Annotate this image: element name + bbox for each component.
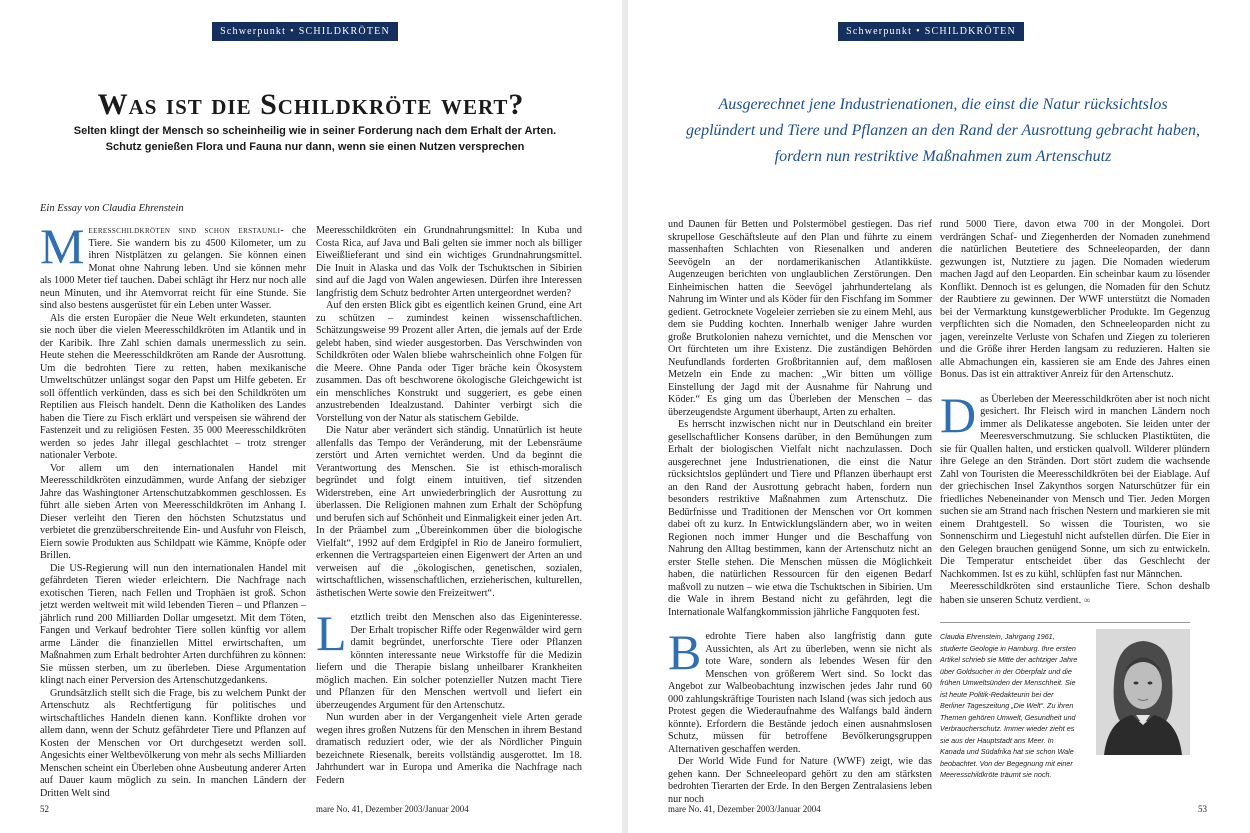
paragraph: Vor allem um den internationalen Handel mit Meeresschildkröten einzudämmen, wurde Anfang der siebziger Jahre das Washingtoner Artenschutzabkommen geschlossen. Es führt alle sieben Arten von Meeresschildkröten im Anhang I. Dieser verleiht den Tieren den höchsten Schutzstatus und verbietet die grenzüberschreitende Ein- und Ausfuhr von Fleisch, Eiern sowie Produkten aus Schildpatt wie Kämme, Knöpfe oder Brillen. [40,462,306,561]
issue-info-left: mare No. 41, Dezember 2003/Januar 2004 [316,804,469,814]
paragraph: Es herrscht inzwischen nicht nur in Deutschland ein breiter gesellschaftlicher Konsens darüber, in den Bemühungen zum Erhalt der biologischen Vielfalt nicht nachzulassen. Doch ausgerechnet jene Industrienationen, die einst die Natur rücksichtslos geplündert und Tiere und Pflanzen überhaupt erst an den Rand der Ausrottung gebracht haben, fordern nun besonders restriktive Maßnahmen zum Artenschutz. Die Bedürfnisse und Traditionen der Menschen vor Ort kommen dabei oft zu kurz. In Entwicklungsländern aber, wo in weiten Regionen noch immer Hunger und die Beschaffung von Nahrung den Alltag bestimmen, kann der Artenschutz nicht an erster Stelle stehen. Die Menschen müssen die Möglichkeit haben, die natürlichen Ressourcen für den eigenen Bedarf maßvoll zu nutzen – wie etwa die Tschuktschen in Sibirien. Um die Wale in ihrem Bestand nicht zu gefährden, legt die Internationale Walfangkommission jährliche Fangquoten fest. [668,419,932,618]
paragraph [940,581,1210,607]
pull-quote-line-3: fordern nun restriktive Maßnahmen zum Artenschutz [774,148,1112,165]
paragraph [40,218,307,313]
paragraph: und Daunen für Betten und Polstermöbel gestiegen. Das rief skrupellose Geschäftsleute auf den Plan und führte zu einem massenhaften Schlachten von Riesenalken und anderen Seevögeln an der nordamerikanischen Atlantikküste. Augenzeugen berichten von unglaublichen Zerstörungen. Den Einheimischen hatten die Seevögel jahrhundertelang als Nahrung im Winter und als Köder für den Fischfang im Sommer gedient. Getrocknete Vogeleier zerrieben sie zu einem Mehl, aus dem sie Pudding kochten. Innerhalb weniger Jahre wurden große Brutkolonien nahezu vernichtet, und die Menschen vor Ort fürchteten um ihre Existenz. Die zuständigen Behörden Neufundlands forderten Großbritannien auf, dem maßlosen Metzeln ein Ende zu machen: „Wir bitten um völlige Einstellung der Jagd mit der Ausnahme für Nahrung und Köder.“ Es ging um das Überleben der Menschen – das überzeugendste Argument überhaupt, Arten zu erhalten. [668,219,932,418]
section-tag-prefix: Schwerpunkt [220,26,287,37]
dropcap: B [668,624,702,680]
paragraph-text: as Überleben der Meeresschildkröten aber ist noch nicht gesichert. Ihr Fleisch wird in manchen Ländern noch immer als Delikatesse angeboten. Sie leiden unter der Meeresverschmutzung. Sie schlucken Plastiktüten, die sie für Quallen halten, und ersticken qualvoll. Wilderer plündern ihre Gelege an den Stränden. Dort stört zudem die wachsende Zahl von Touristen die Meeresschildkröten bei der Eiablage. Auf der griechischen Insel Zakynthos sorgen Naturschützer für ein friedliches Nebeneinander von Mensch und Tier. Jeden Morgen suchen sie am Strand nach frischen Nestern und markieren sie mit einem Drahtgestell. So wissen die Touristen, wo sie Sonnenschirm und Liegestuhl nicht aufstellen dürfen. Die Eier in den Gelegen brauchen genügend Sonne, um sich zu entwickeln. Die Temperatur entscheidet über das Geschlecht der Nachkommen. Ist es zu kühl, schlüpfen fast nur Männchen. [940,393,1210,580]
paragraph [668,624,932,756]
paragraph: Die US-Regierung will nun den internationalen Handel mit gefährdeten Tieren wieder erleichtern. Die Nachfrage nach exotischen Tieren, nach Fellen und Trophäen ist groß. Schon jetzt werden weltweit mit wild lebenden Tieren – und Pflanzen – jährlich rund 200 Milliarden Dollar umgesetzt. Mit dem Töten, Fangen und Verkauf bedrohter Tiere sollen künftig vor allem arme Länder die finanziellen Mittel erwirtschaften, um Maßnahmen zum Erhalt bedrohter Arten durchführen zu können: Sie müssen sterben, um zu überleben. Diese Argumentation klingt nach einer Perversion des Artenschutzgedankens. [40,562,306,686]
lead-in-caps: eeresschildkröten sind schon erstaunli- [88,225,285,236]
paragraph-text: Meeresschildkröten sind erstaunliche Tiere. Schon deshalb haben sie unseren Schutz verdient. [940,581,1210,606]
section-tag-topic: SCHILDKRÖTEN [924,26,1016,37]
paragraph: rund 5000 Tiere, davon etwa 700 in der Mongolei. Dort verdrängen Schaf- und Ziegenherden der Nomaden zunehmend die natürlichen Beutetiere des Schneeleoparden, der dann gezwungen ist, Nutztiere zu jagen. Die Nomaden wiederum machen Jagd auf den Leoparden. Ein scheinbar kaum zu lösender Konflikt. Dennoch ist es gelungen, die Nomaden für den Schutz der Raubtiere zu gewinnen. Der WWF unterstützt die Nomaden bei der Vermarktung kunstgewerblicher Produkte. Im Gegenzug verpflichten sich die Nomaden, den Schneeleoparden nicht zu jagen, vereinzelte Verluste von Schafen und Ziegen zu tolerieren und die Größe ihrer Herden langsam zu reduzieren. Halten sie alle Abmachungen ein, kassieren sie am Ende des Jahres einen Bonus. Das ist ein attraktiver Anreiz für den Artenschutz. [940,219,1210,380]
paragraph [316,605,582,712]
author-bio: Claudia Ehrenstein, Jahrgang 1961, studierte Geologie in Hamburg. Ihre ersten Artikel schrieb sie Mitte der achtziger Jahre über Goldsucher in der Oberpfalz und die frühen Umweltsünden der Menschheit. Sie ist heute Politik-Redakteurin bei der Berliner Tageszeitung „Die Welt“. Zu ihren Themen gehören Umwelt, Gesundheit und Verbraucherschutz. Immer wieder zieht es sie aus der Hauptstadt ans Meer. In Kanada und Südafrika hat sie schon Wale beobachtet. Von der Begegnung mit einer Meeresschildkröte träumt sie noch. [940,632,1078,779]
author-portrait-icon [1096,629,1190,755]
paragraph-text: che Tiere. Sie wandern bis zu 4500 Kilometer, um zu ihren Nistplätzen zu gelangen. Sie können einen Monat ohne Nahrung leben. Und sie können mehr als 1000 Meter tief tauchen. Dabei schlägt ihr Herz nur noch alle neun Minuten, und ihr Atemvorrat reicht für eine Stunde. Sie sind also bestens ausgerüstet für ein Leben unter Wasser. [40,225,307,311]
pull-quote-line-1: Ausgerechnet jene Industrienationen, die einst die Natur rücksichtslos [718,96,1168,113]
pull-quote [668,92,1218,170]
section-tag-prefix: Schwerpunkt [846,26,913,37]
paragraph: Nun wurden aber in der Vergangenheit viele Arten gerade wegen ihres großen Nutzens für den Menschen in ihrem Bestand dramatisch reduziert oder, wie der als Nördlicher Pinguin bezeichnete Riesenalk, bereits vollständig ausgerottet. Im 18. Jahrhundert war in Europa und Amerika die Nachfrage nach Federn [316,712,582,786]
paragraph: Meeresschildkröten ein Grundnahrungsmittel: In Kuba und Costa Rica, auf Java und Bali gelten sie immer noch als billiger Eiweißlieferant und sind ein wichtiges Grundnahrungsmittel. Die Inuit in Alaska und das Volk der Tschuktschen in Sibirien sind auf die Jagd von Walen angewiesen. Dürfen ihre Interessen langfristig dem Schutz bedrohter Arten untergeordnet werden? [316,225,582,299]
left-page [0,0,622,833]
pull-quote-line-2: geplündert und Tiere und Pflanzen an den Rand der Ausrottung gebracht haben, [685,122,1201,139]
issue-info-right: mare No. 41, Dezember 2003/Januar 2004 [668,804,821,814]
right-column-1 [668,219,932,805]
right-column-2 [940,219,1210,617]
section-tag [838,22,1024,41]
article-headline: Was ist die Schildkröte wert? [97,88,525,121]
end-mark-icon: ∞ [1083,594,1091,605]
left-column-2 [316,225,582,797]
deck-line-1: Selten klingt der Mensch so scheinheilig wie in seiner Forderung nach dem Erhalt der Arten. [73,125,557,137]
left-column-1 [40,218,307,799]
dropcap: L [316,605,347,661]
paragraph: Der World Wide Fund for Nature (WWF) zeigt, wie das gehen kann. Der Schneeleopard gehört zu den am stärksten bedrohten Tierarten der Erde. In den Bergen Zentralasiens leben nur noch [668,756,932,805]
author-bio-box [940,622,1190,779]
paragraph-text: edrohte Tiere haben also langfristig dann gute Aussichten, als Art zu überleben, wenn sie nicht als tote Ware, sondern als lebendes Wesen für den Menschen von größerem Wert sind. So lockt das Angebot zur Walbeobachtung inzwischen jedes Jahr rund 60 000 zahlungskräftige Touristen nach Island (was sich jedoch aus Protest gegen die Wiederaufnahme des Walfangs bald ändern könnte). Erfordern die Bestände jedoch einen ausnahmslosen Schutz, müssen für betroffene Bevölkerungsgruppen Alternativen geschaffen werden. [668,631,932,755]
section-tag-separator: • [290,26,295,37]
page-number-right: 53 [1198,804,1207,814]
section-tag [212,22,398,41]
byline: Ein Essay von Claudia Ehrenstein [40,203,184,214]
paragraph: Grundsätzlich stellt sich die Frage, bis zu welchem Punkt der Artenschutz als Rechtfertigung für politisches und wirtschaftliches Handeln dienen kann. Konflikte drohen vor allem dann, wenn der Schutz gefährdeter Tiere und Pflanzen auf Kosten der Menschen vor Ort durchgesetzt werden soll. Angesichts einer Weltbevölkerung von mehr als sechs Milliarden Menschen scheint ein Überleben ohne Ausbeutung anderer Arten auf Dauer kaum möglich zu sein. In manchen Ländern der Dritten Welt sind [40,687,306,799]
dropcap: D [940,386,977,443]
dropcap: M [40,218,85,274]
page-number-left: 52 [40,804,49,814]
deck-line-2: Schutz genießen Flora und Fauna nur dann, wenn sie einen Nutzen versprechen [105,140,525,153]
paragraph: Auf den ersten Blick gibt es eigentlich keinen Grund, eine Art zu schützen – zumindest keinen wissenschaftlichen. Schätzungsweise 99 Prozent aller Arten, die jemals auf der Erde gelebt haben, sind wieder ausgestorben. Das Verschwinden von Schildkröten oder Walen bliebe wahrscheinlich ohne Folgen für die Meere. Ohne Panda oder Tiger bräche kein Ökosystem zusammen. Das oft beschworene ökologische Gleichgewicht ist ein menschliches Konstrukt und suggeriert, es gebe einen anzustrebenden Idealzustand. Dahinter verbirgt sich die Vorstellung von der Natur als statischem Gebilde. [316,300,582,424]
article-deck [60,124,570,155]
author-portrait [1096,629,1190,755]
paragraph: Als die ersten Europäer die Neue Welt erkundeten, staunten sie noch über die vielen Meeresschildkröten im Atlantik und in der Karibik. Ihre Zahl schien damals unermesslich zu sein. Heute stehen die Meeresschildkröten am Rande der Ausrottung. Um die bedrohten Tiere zu retten, haben mexikanische Umweltschützer unlängst sogar den Papst um Hilfe gebeten. Er soll öffentlich verkünden, dass es sich bei den Schildkröten um Reptilien aus Fleisch handelt. Denn die Katholiken des Landes haben die Tiere zu Fisch erklärt und verspeisen sie während der Fastenzeit und zu religiösen Festen. 35 000 Meeresschildkröten werden so jedes Jahr illegal geschlachtet – trotz strenger nationaler Verbote. [40,312,306,461]
paragraph-text: etztlich treibt den Menschen also das Eigeninteresse. Der Erhalt tropischer Riffe oder Regenwälder wird gern damit begründet, unerforschte Tiere oder Pflanzen könnten interessante neue Wirkstoffe für die Medizin liefern und die Therapie bislang unheilbarer Krankheiten möglich machen. Ein solcher potenzieller Nutzen macht Tiere und Pflanzen für den Menschen wertvoll und liefert ein überzeugendes Argument für den Artenschutz. [316,612,582,711]
section-tag-topic: SCHILDKRÖTEN [298,26,390,37]
section-tag-separator: • [916,26,921,37]
paragraph [940,386,1210,582]
paragraph: Die Natur aber verändert sich ständig. Unnatürlich ist heute allenfalls das Tempo der Veränderung, mit der Lebensräume zerstört und Arten vernichtet werden. Und da beginnt die Verantwortung des Menschen. Sie ist ethisch-moralisch begründet und folgt einem intuitiven, tief sitzenden Widerstreben, eine Art unwiederbringlich der Ausrottung zu überlassen. Die Religionen mahnen zum Erhalt der Schöpfung und berufen sich auf Schönheit und Einmaligkeit einer jeden Art. In der Präambel zum „Übereinkommen über die biologische Vielfalt“, 1992 auf dem Erdgipfel in Rio de Janeiro formuliert, erkennen die Vertragsparteien einen Eigenwert der Arten an und verweisen auf die „ökologischen, genetischen, sozialen, wirtschaftlichen, wissenschaftlichen, erzieherischen, kulturellen, ästhetischen Werte sowie den Freizeitwert“. [316,425,582,599]
